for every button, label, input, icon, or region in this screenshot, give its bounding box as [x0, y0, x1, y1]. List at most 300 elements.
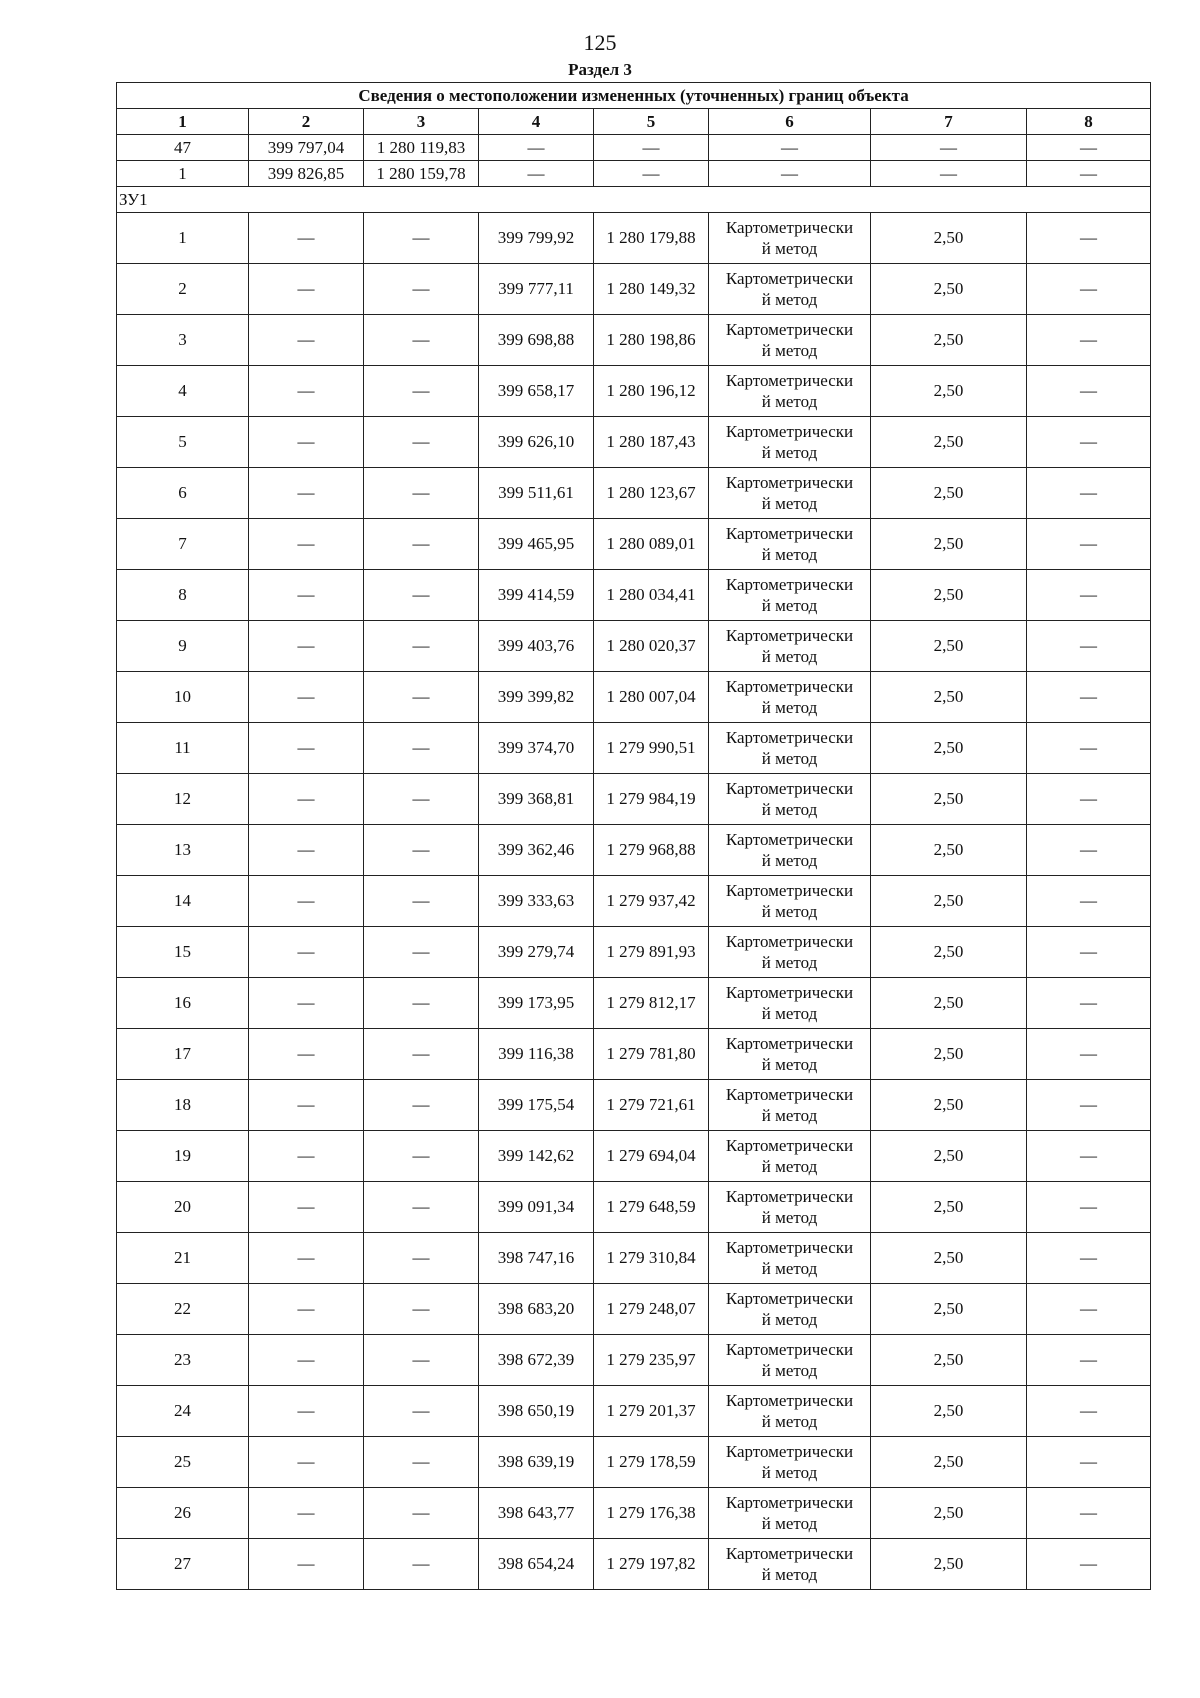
table-cell: — [1027, 161, 1151, 187]
accuracy-cell: 2,50 [871, 1335, 1027, 1386]
description-cell: — [1027, 774, 1151, 825]
old-y-cell: — [364, 1182, 479, 1233]
accuracy-cell: 2,50 [871, 1539, 1027, 1590]
method-line-1: Картометрически [725, 1034, 854, 1053]
new-x-cell: 399 142,62 [479, 1131, 594, 1182]
old-y-cell: — [364, 366, 479, 417]
new-y-cell: 1 280 179,88 [594, 213, 709, 264]
table-cell: — [594, 161, 709, 187]
method-line-1: Картометрически [725, 473, 854, 492]
method-cell [709, 1131, 871, 1182]
method-line-2: й метод [761, 392, 818, 411]
method-line-2: й метод [761, 749, 818, 768]
method-cell [709, 366, 871, 417]
accuracy-cell: 2,50 [871, 417, 1027, 468]
table-row [117, 1284, 1151, 1335]
old-x-cell: — [249, 1437, 364, 1488]
new-y-cell: 1 279 648,59 [594, 1182, 709, 1233]
description-cell: — [1027, 1080, 1151, 1131]
new-x-cell: 398 654,24 [479, 1539, 594, 1590]
method-cell [709, 519, 871, 570]
method-line-2: й метод [761, 1412, 818, 1431]
method-cell [709, 1029, 871, 1080]
new-y-cell: 1 279 235,97 [594, 1335, 709, 1386]
point-number: 2 [117, 264, 249, 315]
new-y-cell: 1 280 034,41 [594, 570, 709, 621]
page-number: 125 [583, 30, 617, 55]
description-cell: — [1027, 723, 1151, 774]
table-cell: 399 826,85 [249, 161, 364, 187]
old-y-cell: — [364, 315, 479, 366]
point-number: 12 [117, 774, 249, 825]
description-cell: — [1027, 1029, 1151, 1080]
point-number: 16 [117, 978, 249, 1029]
method-cell [709, 672, 871, 723]
point-number: 10 [117, 672, 249, 723]
old-y-cell: — [364, 417, 479, 468]
accuracy-cell: 2,50 [871, 672, 1027, 723]
table-row [117, 570, 1151, 621]
table-row [117, 135, 1151, 161]
description-cell: — [1027, 1437, 1151, 1488]
old-x-cell: — [249, 1335, 364, 1386]
table-cell: — [871, 161, 1027, 187]
old-x-cell: — [249, 1029, 364, 1080]
accuracy-cell: 2,50 [871, 366, 1027, 417]
new-x-cell: 399 175,54 [479, 1080, 594, 1131]
new-x-cell: 399 399,82 [479, 672, 594, 723]
point-number: 22 [117, 1284, 249, 1335]
table-row [117, 213, 1151, 264]
description-cell: — [1027, 366, 1151, 417]
old-x-cell: — [249, 672, 364, 723]
new-y-cell: 1 280 187,43 [594, 417, 709, 468]
method-cell [709, 825, 871, 876]
accuracy-cell: 2,50 [871, 1182, 1027, 1233]
method-line-2: й метод [761, 341, 818, 360]
old-x-cell: — [249, 723, 364, 774]
point-number: 19 [117, 1131, 249, 1182]
method-line-2: й метод [761, 1361, 818, 1380]
table-row [117, 825, 1151, 876]
point-number: 18 [117, 1080, 249, 1131]
method-cell [709, 468, 871, 519]
old-x-cell: — [249, 978, 364, 1029]
old-y-cell: — [364, 621, 479, 672]
table-row [117, 621, 1151, 672]
method-line-2: й метод [761, 1004, 818, 1023]
method-line-2: й метод [761, 851, 818, 870]
method-line-2: й метод [761, 290, 818, 309]
old-x-cell: — [249, 1131, 364, 1182]
old-x-cell: — [249, 1233, 364, 1284]
column-number-7: 7 [871, 109, 1027, 135]
old-x-cell: — [249, 1488, 364, 1539]
new-x-cell: 398 639,19 [479, 1437, 594, 1488]
description-cell: — [1027, 315, 1151, 366]
new-x-cell: 399 511,61 [479, 468, 594, 519]
method-cell [709, 417, 871, 468]
method-cell [709, 1233, 871, 1284]
method-line-2: й метод [761, 1157, 818, 1176]
new-x-cell: 399 116,38 [479, 1029, 594, 1080]
method-cell [709, 723, 871, 774]
old-x-cell: — [249, 366, 364, 417]
method-cell [709, 1539, 871, 1590]
method-cell [709, 1437, 871, 1488]
method-cell [709, 1386, 871, 1437]
description-cell: — [1027, 519, 1151, 570]
method-line-2: й метод [761, 902, 818, 921]
column-number-4: 4 [479, 109, 594, 135]
description-cell: — [1027, 978, 1151, 1029]
description-cell: — [1027, 1335, 1151, 1386]
table-cell: — [709, 161, 871, 187]
table-row [117, 723, 1151, 774]
old-x-cell: — [249, 570, 364, 621]
new-y-cell: 1 279 176,38 [594, 1488, 709, 1539]
old-y-cell: — [364, 468, 479, 519]
table-cell: 399 797,04 [249, 135, 364, 161]
table-row [117, 876, 1151, 927]
table-row [117, 161, 1151, 187]
old-x-cell: — [249, 1386, 364, 1437]
accuracy-cell: 2,50 [871, 723, 1027, 774]
old-x-cell: — [249, 264, 364, 315]
method-line-1: Картометрически [725, 1391, 854, 1410]
old-y-cell: — [364, 264, 479, 315]
column-number-row [117, 109, 1151, 135]
old-y-cell: — [364, 1539, 479, 1590]
method-line-1: Картометрически [725, 983, 854, 1002]
new-x-cell: 399 403,76 [479, 621, 594, 672]
old-x-cell: — [249, 1080, 364, 1131]
description-cell: — [1027, 1488, 1151, 1539]
group-row [117, 187, 1151, 213]
column-number-5: 5 [594, 109, 709, 135]
table-row [117, 1488, 1151, 1539]
old-y-cell: — [364, 1131, 479, 1182]
method-line-1: Картометрически [725, 779, 854, 798]
point-number: 6 [117, 468, 249, 519]
point-number: 26 [117, 1488, 249, 1539]
old-x-cell: — [249, 519, 364, 570]
method-cell [709, 978, 871, 1029]
section-title: Раздел 3 [568, 60, 632, 79]
new-y-cell: 1 279 990,51 [594, 723, 709, 774]
group-label: ЗУ1 [117, 187, 1151, 213]
description-cell: — [1027, 876, 1151, 927]
description-cell: — [1027, 468, 1151, 519]
table-row [117, 366, 1151, 417]
accuracy-cell: 2,50 [871, 570, 1027, 621]
old-x-cell: — [249, 1284, 364, 1335]
point-number: 17 [117, 1029, 249, 1080]
accuracy-cell: 2,50 [871, 1131, 1027, 1182]
new-x-cell: 398 643,77 [479, 1488, 594, 1539]
table-row [117, 468, 1151, 519]
table-cell: 47 [117, 135, 249, 161]
table-body [117, 135, 1151, 1590]
table-title: Сведения о местоположении измененных (уточненных) границ объекта [117, 83, 1151, 109]
old-y-cell: — [364, 1437, 479, 1488]
method-cell [709, 1488, 871, 1539]
method-line-2: й метод [761, 1259, 818, 1278]
old-y-cell: — [364, 1080, 479, 1131]
column-number-8: 8 [1027, 109, 1151, 135]
new-y-cell: 1 280 198,86 [594, 315, 709, 366]
point-number: 8 [117, 570, 249, 621]
accuracy-cell: 2,50 [871, 1029, 1027, 1080]
old-x-cell: — [249, 876, 364, 927]
method-line-1: Картометрически [725, 575, 854, 594]
method-line-1: Картометрически [725, 422, 854, 441]
table-row [117, 1386, 1151, 1437]
new-x-cell: 399 626,10 [479, 417, 594, 468]
new-x-cell: 399 279,74 [479, 927, 594, 978]
new-x-cell: 399 362,46 [479, 825, 594, 876]
point-number: 4 [117, 366, 249, 417]
old-x-cell: — [249, 315, 364, 366]
method-line-1: Картометрически [725, 881, 854, 900]
old-y-cell: — [364, 927, 479, 978]
accuracy-cell: 2,50 [871, 1080, 1027, 1131]
table-row [117, 774, 1151, 825]
method-cell [709, 570, 871, 621]
old-x-cell: — [249, 774, 364, 825]
description-cell: — [1027, 213, 1151, 264]
method-line-1: Картометрически [725, 1136, 854, 1155]
method-line-1: Картометрически [725, 626, 854, 645]
new-y-cell: 1 279 197,82 [594, 1539, 709, 1590]
description-cell: — [1027, 570, 1151, 621]
new-y-cell: 1 280 089,01 [594, 519, 709, 570]
accuracy-cell: 2,50 [871, 264, 1027, 315]
old-y-cell: — [364, 1386, 479, 1437]
method-line-2: й метод [761, 239, 818, 258]
old-x-cell: — [249, 927, 364, 978]
method-line-1: Картометрически [725, 1085, 854, 1104]
method-line-1: Картометрически [725, 320, 854, 339]
old-y-cell: — [364, 825, 479, 876]
table-cell: — [1027, 135, 1151, 161]
old-x-cell: — [249, 825, 364, 876]
method-line-2: й метод [761, 953, 818, 972]
new-y-cell: 1 280 007,04 [594, 672, 709, 723]
accuracy-cell: 2,50 [871, 774, 1027, 825]
old-x-cell: — [249, 468, 364, 519]
new-y-cell: 1 280 020,37 [594, 621, 709, 672]
table-cell: — [479, 161, 594, 187]
method-line-1: Картометрически [725, 1187, 854, 1206]
method-cell [709, 264, 871, 315]
point-number: 7 [117, 519, 249, 570]
table-cell: 1 [117, 161, 249, 187]
new-y-cell: 1 279 937,42 [594, 876, 709, 927]
table-row [117, 672, 1151, 723]
new-x-cell: 399 368,81 [479, 774, 594, 825]
new-y-cell: 1 279 968,88 [594, 825, 709, 876]
method-line-2: й метод [761, 1055, 818, 1074]
table-cell: — [709, 135, 871, 161]
description-cell: — [1027, 672, 1151, 723]
method-cell [709, 1335, 871, 1386]
table-row [117, 1335, 1151, 1386]
table-row [117, 978, 1151, 1029]
table-row [117, 1182, 1151, 1233]
description-cell: — [1027, 1182, 1151, 1233]
method-cell [709, 927, 871, 978]
table-row [117, 1437, 1151, 1488]
method-line-1: Картометрически [725, 1442, 854, 1461]
point-number: 15 [117, 927, 249, 978]
method-line-2: й метод [761, 596, 818, 615]
method-line-1: Картометрически [725, 218, 854, 237]
accuracy-cell: 2,50 [871, 1284, 1027, 1335]
method-line-1: Картометрически [725, 1238, 854, 1257]
table-row [117, 1233, 1151, 1284]
boundary-coordinates-table [116, 82, 1151, 1590]
new-x-cell: 399 091,34 [479, 1182, 594, 1233]
new-x-cell: 399 777,11 [479, 264, 594, 315]
method-cell [709, 1080, 871, 1131]
method-cell [709, 774, 871, 825]
old-x-cell: — [249, 621, 364, 672]
new-y-cell: 1 279 812,17 [594, 978, 709, 1029]
new-x-cell: 399 799,92 [479, 213, 594, 264]
new-y-cell: 1 279 721,61 [594, 1080, 709, 1131]
new-x-cell: 398 650,19 [479, 1386, 594, 1437]
new-x-cell: 399 374,70 [479, 723, 594, 774]
table-row [117, 315, 1151, 366]
point-number: 25 [117, 1437, 249, 1488]
point-number: 3 [117, 315, 249, 366]
old-y-cell: — [364, 213, 479, 264]
accuracy-cell: 2,50 [871, 927, 1027, 978]
old-y-cell: — [364, 570, 479, 621]
old-y-cell: — [364, 1029, 479, 1080]
new-x-cell: 399 173,95 [479, 978, 594, 1029]
method-cell [709, 1284, 871, 1335]
accuracy-cell: 2,50 [871, 468, 1027, 519]
method-line-2: й метод [761, 1310, 818, 1329]
old-y-cell: — [364, 774, 479, 825]
old-y-cell: — [364, 1233, 479, 1284]
old-x-cell: — [249, 1539, 364, 1590]
accuracy-cell: 2,50 [871, 1386, 1027, 1437]
column-number-1: 1 [117, 109, 249, 135]
table-row [117, 927, 1151, 978]
table-cell: 1 280 119,83 [364, 135, 479, 161]
old-y-cell: — [364, 978, 479, 1029]
method-cell [709, 1182, 871, 1233]
new-y-cell: 1 279 781,80 [594, 1029, 709, 1080]
method-cell [709, 315, 871, 366]
table-row [117, 519, 1151, 570]
table-cell: 1 280 159,78 [364, 161, 479, 187]
point-number: 24 [117, 1386, 249, 1437]
old-y-cell: — [364, 1284, 479, 1335]
new-y-cell: 1 279 891,93 [594, 927, 709, 978]
method-line-2: й метод [761, 800, 818, 819]
table-cell: — [479, 135, 594, 161]
column-number-2: 2 [249, 109, 364, 135]
description-cell: — [1027, 417, 1151, 468]
point-number: 20 [117, 1182, 249, 1233]
accuracy-cell: 2,50 [871, 1437, 1027, 1488]
new-y-cell: 1 279 694,04 [594, 1131, 709, 1182]
method-line-2: й метод [761, 1208, 818, 1227]
method-line-1: Картометрически [725, 1493, 854, 1512]
description-cell: — [1027, 1284, 1151, 1335]
point-number: 9 [117, 621, 249, 672]
method-line-2: й метод [761, 545, 818, 564]
method-line-1: Картометрически [725, 371, 854, 390]
new-x-cell: 398 672,39 [479, 1335, 594, 1386]
new-x-cell: 399 465,95 [479, 519, 594, 570]
table-row [117, 1539, 1151, 1590]
method-line-2: й метод [761, 443, 818, 462]
accuracy-cell: 2,50 [871, 825, 1027, 876]
method-cell [709, 621, 871, 672]
table-row [117, 1029, 1151, 1080]
new-x-cell: 398 747,16 [479, 1233, 594, 1284]
method-line-1: Картометрически [725, 728, 854, 747]
table-cell: — [594, 135, 709, 161]
table-row [117, 1131, 1151, 1182]
old-y-cell: — [364, 672, 479, 723]
method-line-2: й метод [761, 647, 818, 666]
method-line-2: й метод [761, 1565, 818, 1584]
method-line-1: Картометрически [725, 677, 854, 696]
description-cell: — [1027, 825, 1151, 876]
method-line-2: й метод [761, 698, 818, 717]
old-y-cell: — [364, 1488, 479, 1539]
method-line-1: Картометрически [725, 830, 854, 849]
old-x-cell: — [249, 1182, 364, 1233]
old-y-cell: — [364, 723, 479, 774]
point-number: 27 [117, 1539, 249, 1590]
accuracy-cell: 2,50 [871, 978, 1027, 1029]
description-cell: — [1027, 1386, 1151, 1437]
table-row [117, 417, 1151, 468]
table-row [117, 1080, 1151, 1131]
method-line-2: й метод [761, 1514, 818, 1533]
accuracy-cell: 2,50 [871, 519, 1027, 570]
new-y-cell: 1 279 201,37 [594, 1386, 709, 1437]
method-line-2: й метод [761, 1106, 818, 1125]
point-number: 1 [117, 213, 249, 264]
accuracy-cell: 2,50 [871, 876, 1027, 927]
accuracy-cell: 2,50 [871, 213, 1027, 264]
point-number: 14 [117, 876, 249, 927]
old-y-cell: — [364, 876, 479, 927]
old-y-cell: — [364, 1335, 479, 1386]
new-x-cell: 399 658,17 [479, 366, 594, 417]
point-number: 21 [117, 1233, 249, 1284]
old-y-cell: — [364, 519, 479, 570]
method-line-1: Картометрически [725, 1289, 854, 1308]
table-row [117, 264, 1151, 315]
point-number: 11 [117, 723, 249, 774]
description-cell: — [1027, 1131, 1151, 1182]
method-line-1: Картометрически [725, 524, 854, 543]
method-line-1: Картометрически [725, 269, 854, 288]
new-y-cell: 1 280 123,67 [594, 468, 709, 519]
new-y-cell: 1 279 310,84 [594, 1233, 709, 1284]
method-line-2: й метод [761, 1463, 818, 1482]
new-x-cell: 398 683,20 [479, 1284, 594, 1335]
